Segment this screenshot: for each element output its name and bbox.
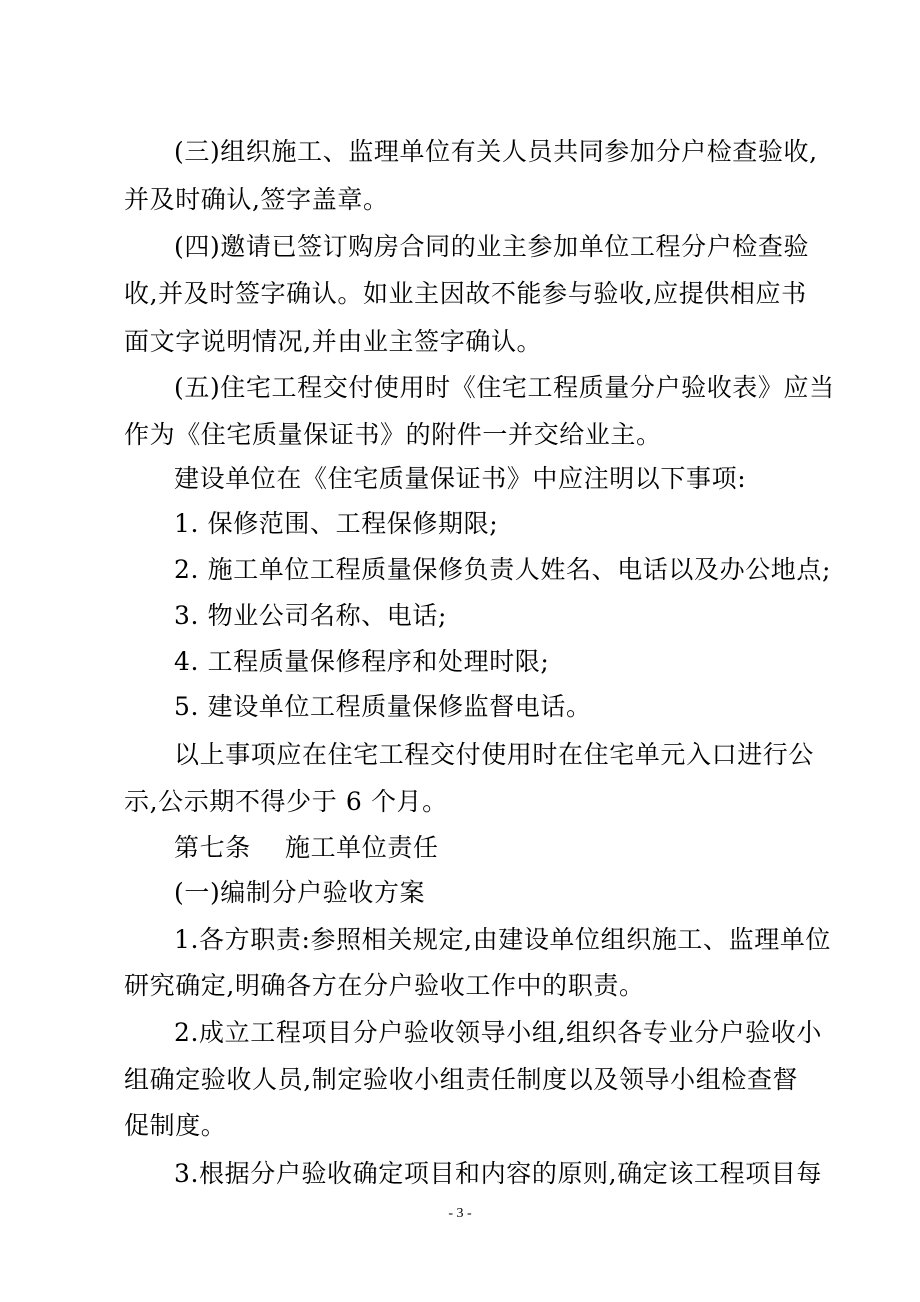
text-line: (五)住宅工程交付使用时《住宅工程质量分户验收表》应当 [174, 373, 835, 402]
text-line: 并及时确认,签字盖章。 [124, 185, 389, 214]
subsection-heading: (一)编制分户验收方案 [174, 878, 426, 907]
text-line: 3.根据分户验收确定项目和内容的原则,确定该工程项目每 [174, 1159, 823, 1188]
text-line: 建设单位在《住宅质量保证书》中应注明以下事项: [174, 464, 747, 493]
text-line: 2.成立工程项目分户验收领导小组,组织各专业分户验收小 [174, 1018, 823, 1047]
text-line: 示,公示期不得少于 6 个月。 [124, 787, 448, 816]
text-line: 1.各方职责:参照相关规定,由建设单位组织施工、监理单位 [174, 925, 832, 954]
list-item: 2. 施工单位工程质量保修负责人姓名、电话以及办公地点; [174, 555, 832, 584]
text-line: 促制度。 [124, 1111, 227, 1140]
section-heading: 第七条 施工单位责任 [174, 833, 439, 862]
list-item: 4. 工程质量保修程序和处理时限; [174, 647, 550, 676]
text-line: (四)邀请已签订购房合同的业主参加单位工程分户检查验 [174, 232, 810, 261]
text-line: 收,并及时签字确认。如业主因故不能参与验收,应提供相应书 [124, 279, 807, 308]
text-line: (三)组织施工、监理单位有关人员共同参加分户检查验收, [174, 137, 818, 166]
text-line: 研究确定,明确各方在分户验收工作中的职责。 [124, 971, 645, 1000]
text-line: 面文字说明情况,并由业主签字确认。 [124, 327, 543, 356]
text-line: 以上事项应在住宅工程交付使用时在住宅单元入口进行公 [174, 740, 815, 769]
list-item: 5. 建设单位工程质量保修监督电话。 [174, 692, 592, 721]
list-item: 1. 保修范围、工程保修期限; [174, 509, 499, 538]
page-number: - 3 - [448, 1206, 472, 1221]
text-line: 作为《住宅质量保证书》的附件一并交给业主。 [124, 420, 662, 449]
list-item: 3. 物业公司名称、电话; [174, 601, 448, 630]
text-line: 组确定验收人员,制定验收小组责任制度以及领导小组检查督 [124, 1065, 799, 1094]
